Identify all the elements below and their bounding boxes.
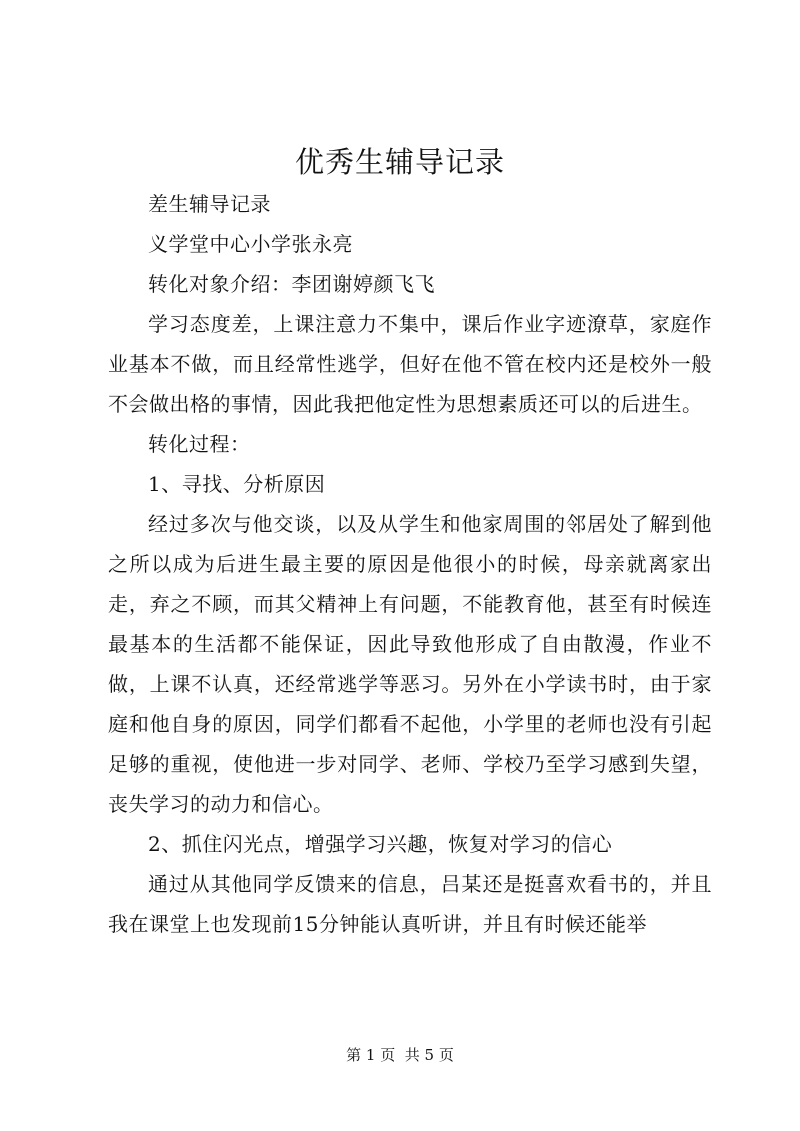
page-number-label: 第 1 页 共 5 页 — [346, 1046, 454, 1064]
paragraph-step-1-heading: 1、寻找、分析原因 — [148, 472, 326, 496]
paragraph-attitude: 学习态度差，上课注意力不集中，课后作业字迹潦草，家庭作业基本不做，而且经常性逃学，但好在他不管在校内还是校外一般不会做出格的事情，因此我把他定性为思想素质还可以的后进生。 — [108, 312, 712, 416]
paragraph-subtitle: 差生辅导记录 — [148, 192, 271, 216]
paragraph-subject-intro: 转化对象介绍：李团谢婷颜飞飞 — [148, 272, 435, 296]
document-body — [108, 184, 712, 944]
page-footer — [0, 1045, 800, 1065]
paragraph-process-heading: 转化过程： — [148, 432, 251, 456]
paragraph-author: 义学堂中心小学张永亮 — [148, 232, 353, 256]
paragraph-step-1-body: 经过多次与他交谈，以及从学生和他家周围的邻居处了解到他之所以成为后进生最主要的原因是他很小的时候，母亲就离家出走，弃之不顾，而其父精神上有问题，不能教育他，甚至有时候连最基本的生活都不能保证，因此导致他形成了自由散漫，作业不做，上课不认真，还经常逃学等恶习。另外在小学读书时，由于家庭和他自身的原因，同学们都看不起他，小学里的老师也没有引起足够的重视，使他进一步对同学、老师、学校乃至学习感到失望，丧失学习的动力和信心。 — [108, 512, 712, 816]
paragraph-step-2-heading: 2、抓住闪光点，增强学习兴趣，恢复对学习的信心 — [148, 832, 613, 856]
document-title: 优秀生辅导记录 — [294, 145, 505, 179]
paragraph-step-2-body: 通过从其他同学反馈来的信息，吕某还是挺喜欢看书的，并且我在课堂上也发现前15分钟能认真听讲，并且有时候还能举 — [108, 872, 712, 936]
